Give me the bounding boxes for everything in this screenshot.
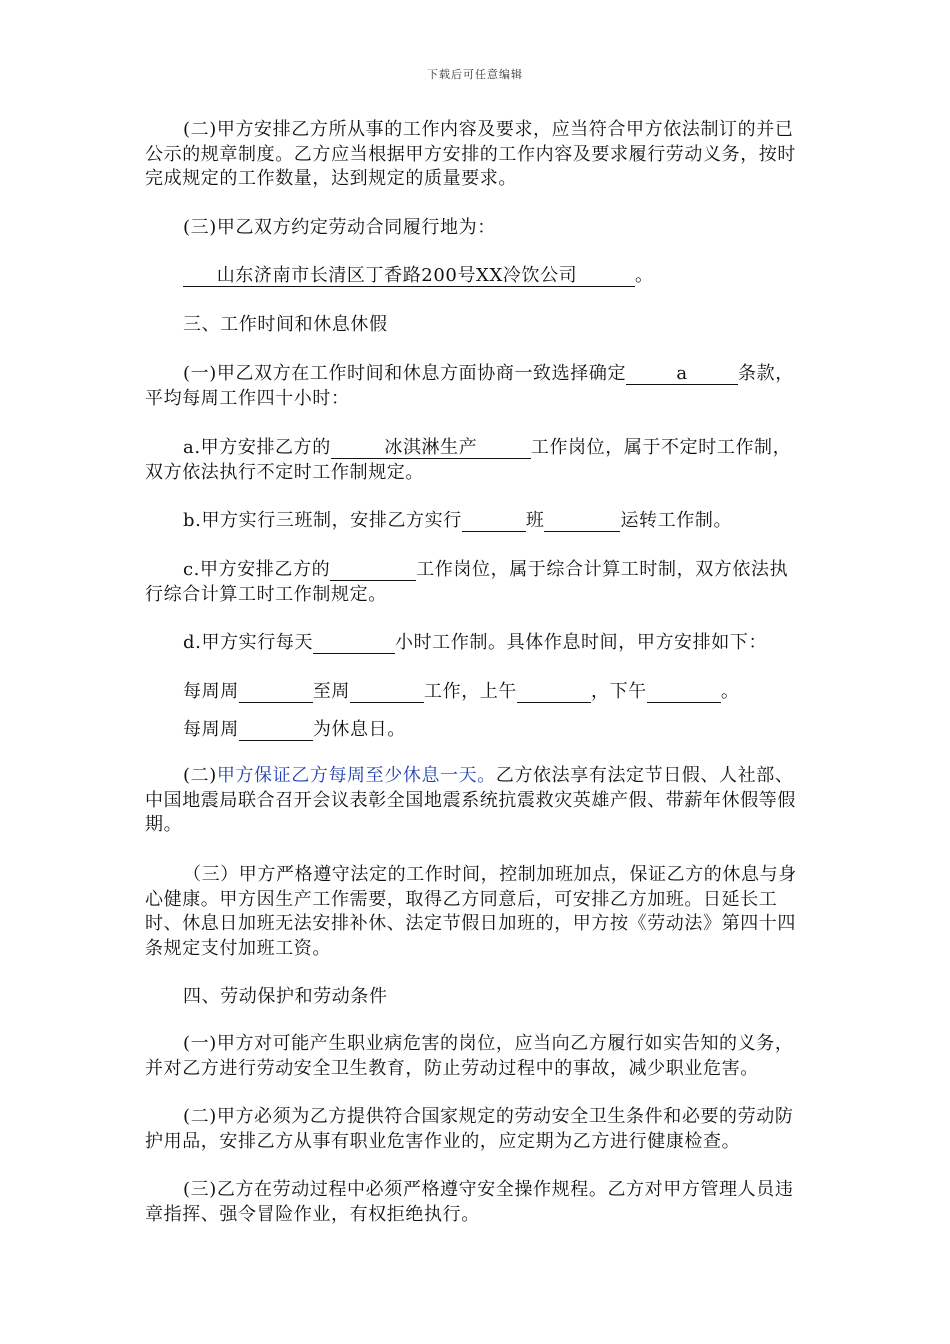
paragraph-option-a: a.甲方安排乙方的 冰淇淋生产 工作岗位，属于不定时工作制，双方依法执行不定时工作制规定。	[145, 437, 792, 483]
paragraph-overtime: （三）甲方严格遵守法定的工作时间，控制加班加点，保证乙方的休息与身心健康。甲方因生产工作需要，取得乙方同意后，可安排乙方加班。日延长工时、休息日加班无法安排补休、法定节假日加班的，甲方按《劳动法》第四十四条规定支付加班工资。	[145, 864, 797, 959]
blank-field	[647, 682, 721, 703]
highlighted-text: 甲方保证乙方每周至少休息一天。	[216, 765, 496, 786]
paragraph-option-b: b.甲方实行三班制，安排乙方实行 班 运转工作制。	[183, 510, 733, 531]
post-field: 冰淇淋生产	[331, 438, 531, 459]
paragraph-option-d: d.甲方实行每天 小时工作制。具体作息时间，甲方安排如下：	[183, 632, 768, 653]
address-value: 山东济南市长清区丁香路200号XX冷饮公司	[216, 265, 578, 286]
paragraph-occupational-hazards: (一)甲方对可能产生职业病危害的岗位，应当向乙方履行如实告知的义务，并对乙方进行劳动安全卫生教育，防止劳动过程中的事故，减少职业危害。	[145, 1033, 794, 1079]
blank-field	[313, 633, 395, 654]
blank-field	[239, 720, 313, 741]
page-header: 下载后可任意编辑	[427, 68, 523, 81]
paragraph-weekly-schedule: 每周周 至周 工作，上午 ，下午 。	[183, 681, 740, 702]
blank-field	[239, 682, 313, 703]
blank-field	[330, 560, 416, 581]
paragraph-safety-rules: (三)乙方在劳动过程中必须严格遵守安全操作规程。乙方对甲方管理人员违章指挥、强令冒险作业，有权拒绝执行。	[145, 1179, 794, 1225]
paragraph-holidays: (二)甲方保证乙方每周至少休息一天。乙方依法享有法定节日假、人社部、中国地震局联合召开会议表彰全国地震系统抗震救灾英雄产假、带薪年休假等假期。	[145, 765, 796, 835]
paragraph-option-c: c.甲方安排乙方的 工作岗位，属于综合计算工时制，双方依法执行综合计算工时工作制规定。	[145, 559, 789, 605]
paragraph-work-location: (三)甲乙双方约定劳动合同履行地为：	[183, 217, 496, 238]
paragraph-work-time-option: (一)甲乙双方在工作时间和休息方面协商一致选择确定 a 条款，平均每周工作四十小时：	[145, 363, 794, 409]
blank-field	[517, 682, 591, 703]
paragraph-address: 山东济南市长清区丁香路200号XX冷饮公司 。	[145, 264, 805, 289]
option-field: a	[626, 364, 738, 385]
address-field	[183, 266, 635, 287]
blank-field	[544, 511, 620, 532]
section-heading-work-time: 三、工作时间和休息休假	[183, 314, 388, 335]
blank-field	[350, 682, 424, 703]
paragraph-rest-day: 每周周 为休息日。	[183, 719, 406, 740]
section-heading-labor-protection: 四、劳动保护和劳动条件	[183, 986, 388, 1007]
paragraph-safety-conditions: (二)甲方必须为乙方提供符合国家规定的劳动安全卫生条件和必要的劳动防护用品，安排乙方从事有职业危害作业的，应定期为乙方进行健康检查。	[145, 1106, 794, 1152]
paragraph-work-content: (二)甲方安排乙方所从事的工作内容及要求，应当符合甲方依法制订的并已公示的规章制度。乙方应当根据甲方安排的工作内容及要求履行劳动义务，按时完成规定的工作数量，达到规定的质量要求。	[145, 119, 796, 189]
blank-field	[462, 511, 526, 532]
